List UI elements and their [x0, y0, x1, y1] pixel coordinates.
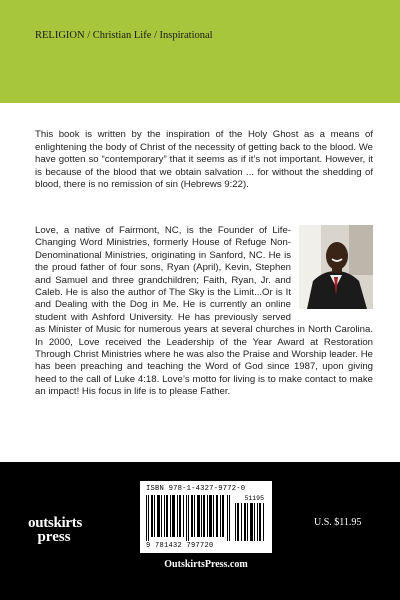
book-description: This book is written by the inspiration of the Holy Ghost as a means of enlightening the body of Christ of the necessity of getting back to the blood. We have gotten so “contemporary” that it seems as if it’s not important. However, it is because of the blood that we obtain salvation ... for without the shedding of blood, there is no remission of sin (Hebrews 9:22). [35, 129, 373, 191]
barcode-number: 9 781432 797720 [146, 542, 214, 550]
publisher-logo-line1: outskirts [28, 515, 82, 531]
category-label: RELIGION / Christian Life / Inspirational [35, 30, 213, 41]
barcode-bars [146, 495, 232, 541]
barcode-addon-code: 51195 [244, 495, 264, 502]
author-photo [299, 225, 373, 309]
top-color-band [0, 0, 400, 103]
author-bio-text: Love, a native of Fairmont, NC, is the Founder of Life-Changing Word Ministries, formerly House of Refuge Non-Denominational Ministries, originating in Sanford, NC. He is the proud father of four sons, Ryan (April), Kevin, Stephen and Samuel and three grandchildren; Faith, Ryan, Jr. and Caleb. He is also the author of The Sky is the Limit...Or is It and Dealing with the Dog in Me. He is currently an online student with Ashford University. He has previously served as Minister of Music for numerous years at several churches in North Carolina. In 2000, Love received the Leadership of the Year Award at Restoration Through Christ Ministries where he was also the Praise and Worship leader. He has been preaching and teaching the Word of God since 1987, upon giving heed to the call of Luke 4:18. Love’s motto for living is to make contact to make an impact! His focus in life is to please Father. [35, 225, 373, 398]
book-price: U.S. $11.95 [314, 517, 362, 528]
publisher-website: OutskirtsPress.com [164, 559, 248, 570]
publisher-logo-line2: press [37, 529, 71, 545]
isbn-barcode [140, 481, 272, 553]
publisher-logo [28, 516, 80, 544]
author-bio-block [35, 225, 373, 399]
isbn-label: ISBN 978-1-4327-9772-0 [146, 485, 246, 493]
barcode-addon-bars [235, 503, 265, 541]
